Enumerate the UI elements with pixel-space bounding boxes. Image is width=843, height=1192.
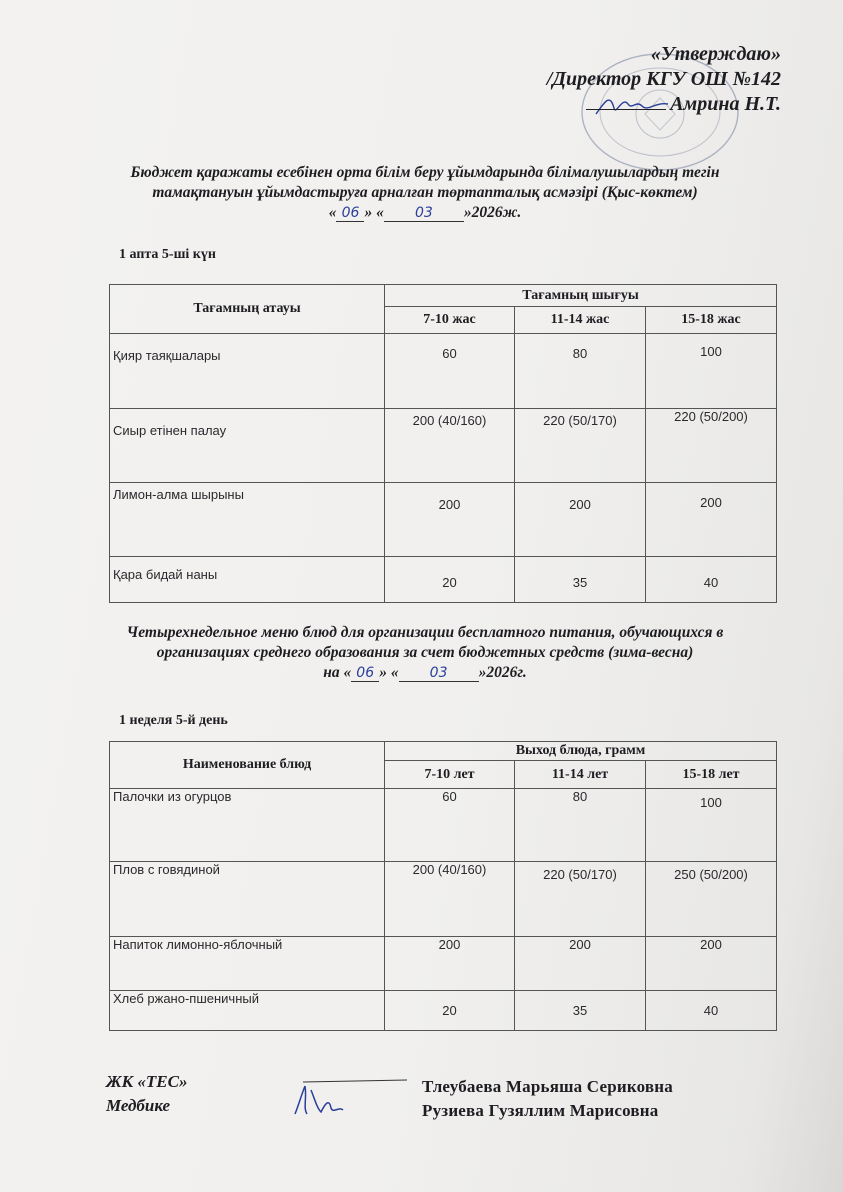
portion-value: 80 xyxy=(515,334,646,409)
portion-value: 200 xyxy=(646,936,777,990)
portion-value: 35 xyxy=(515,990,646,1030)
portion-value: 80 xyxy=(515,789,646,862)
kz-day-label: 1 апта 5-ші күн xyxy=(119,247,216,262)
dish-name: Қияр таяқшалары xyxy=(110,334,385,409)
ru-title xyxy=(60,623,790,683)
approval-title: «Утверждаю» xyxy=(650,43,781,65)
signatories xyxy=(422,1075,673,1123)
kz-col-output-header: Тағамның шығуы xyxy=(385,285,777,307)
portion-value: 20 xyxy=(385,990,515,1030)
ru-day-label: 1 неделя 5-й день xyxy=(119,713,228,728)
kz-age-header: 11-14 жас xyxy=(515,307,646,334)
ru-col-output-header: Выход блюда, грамм xyxy=(385,742,777,761)
dish-name: Сиыр етінен палау xyxy=(110,409,385,483)
dish-name: Қара бидай наны xyxy=(110,557,385,603)
ru-age-header: 15-18 лет xyxy=(646,761,777,789)
table-row xyxy=(110,334,777,409)
kz-date-month: 03 xyxy=(384,205,464,222)
ru-menu-table xyxy=(109,741,777,1031)
ru-date-month: 03 xyxy=(399,665,479,682)
dish-name: Хлеб ржано-пшеничный xyxy=(110,990,385,1030)
portion-value: 100 xyxy=(646,334,777,409)
approval-position: /Директор КГУ ОШ №142 xyxy=(546,68,781,90)
kz-title-line1: Бюджет қаражаты есебінен орта білім беру ұйымдарында білімалушылардың тегін xyxy=(130,164,720,181)
portion-value: 40 xyxy=(646,990,777,1030)
ru-date-day: 06 xyxy=(351,665,379,682)
signatory-name: Тлеубаева Марьяша Сериковна xyxy=(422,1077,673,1096)
table-row xyxy=(110,936,777,990)
portion-value: 200 xyxy=(515,936,646,990)
position-title: Медбике xyxy=(106,1096,171,1115)
portion-value: 60 xyxy=(385,789,515,862)
ru-age-header: 11-14 лет xyxy=(515,761,646,789)
dish-name: Лимон-алма шырыны xyxy=(110,483,385,557)
table-row xyxy=(110,862,777,936)
portion-value: 60 xyxy=(385,334,515,409)
nurse-signature-icon xyxy=(285,1074,410,1120)
table-row xyxy=(110,990,777,1030)
dish-name: Плов с говядиной xyxy=(110,862,385,936)
ru-date: на « 06 » « 03 »2026г. xyxy=(323,664,527,681)
portion-value: 200 xyxy=(385,483,515,557)
kz-menu-table xyxy=(109,284,777,603)
kz-title xyxy=(60,163,790,223)
kz-age-header: 15-18 жас xyxy=(646,307,777,334)
portion-value: 200 (40/160) xyxy=(385,409,515,483)
table-row xyxy=(110,789,777,862)
ru-col-name-header: Наименование блюд xyxy=(110,742,385,789)
portion-value: 220 (50/170) xyxy=(515,862,646,936)
portion-value: 220 (50/200) xyxy=(646,409,777,483)
kz-date: « 06 » « 03 »2026ж. xyxy=(328,204,522,221)
signatory-name: Рузиева Гузяллим Марисовна xyxy=(422,1101,659,1120)
portion-value: 40 xyxy=(646,557,777,603)
portion-value: 100 xyxy=(646,789,777,862)
portion-value: 220 (50/170) xyxy=(515,409,646,483)
table-row xyxy=(110,557,777,603)
ru-title-line1: Четырехнедельное меню блюд для организации бесплатного питания, обучающихся в xyxy=(126,624,724,641)
kz-title-line2: тамақтануын ұйымдастыруға арналған төртапталық асмәзірі (Қыс-көктем) xyxy=(152,184,698,201)
portion-value: 200 xyxy=(646,483,777,557)
ru-age-header: 7-10 лет xyxy=(385,761,515,789)
portion-value: 20 xyxy=(385,557,515,603)
dish-name: Напиток лимонно-яблочный xyxy=(110,936,385,990)
portion-value: 35 xyxy=(515,557,646,603)
portion-value: 200 xyxy=(515,483,646,557)
approval-signatory: Амрина Н.Т. xyxy=(547,92,781,117)
ru-title-line2: организациях среднего образования за счет бюджетных средств (зима-весна) xyxy=(156,644,694,661)
signature-line xyxy=(586,109,666,110)
approval-block xyxy=(547,42,781,117)
kz-age-header: 7-10 жас xyxy=(385,307,515,334)
kz-col-name-header: Тағамның атауы xyxy=(110,285,385,334)
footer xyxy=(0,1070,843,1130)
kz-date-day: 06 xyxy=(336,205,364,222)
organization-name: ЖК «ТЕС» xyxy=(106,1072,188,1091)
organization-block xyxy=(106,1070,187,1118)
portion-value: 200 (40/160) xyxy=(385,862,515,936)
table-row xyxy=(110,409,777,483)
dish-name: Палочки из огурцов xyxy=(110,789,385,862)
portion-value: 200 xyxy=(385,936,515,990)
portion-value: 250 (50/200) xyxy=(646,862,777,936)
table-row xyxy=(110,483,777,557)
